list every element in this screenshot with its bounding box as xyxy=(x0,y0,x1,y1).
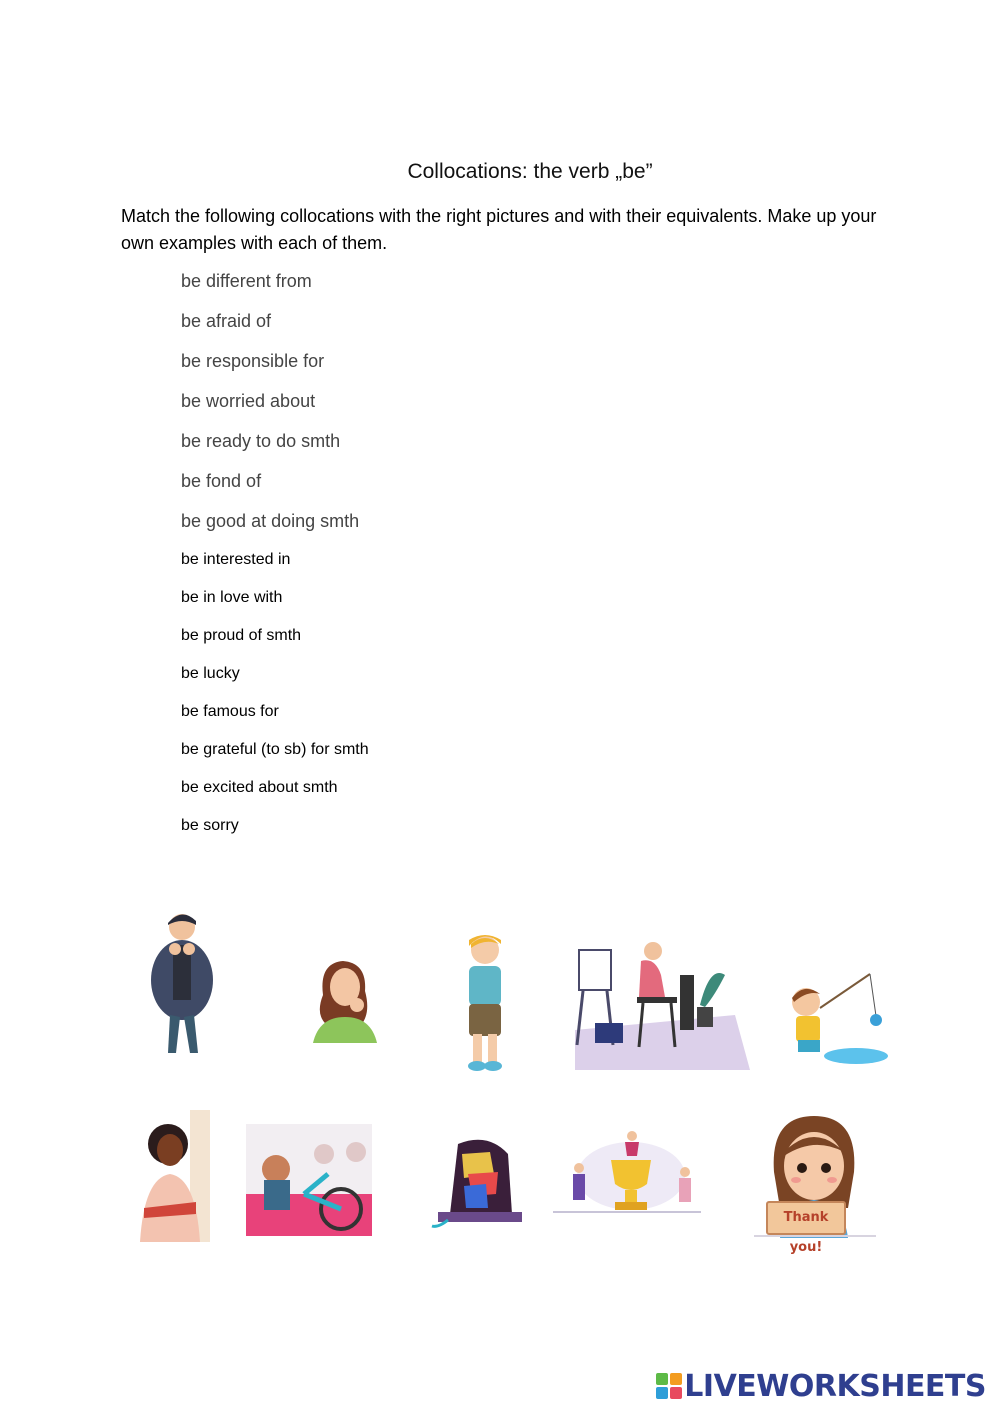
painter-picture xyxy=(565,935,750,1075)
thank-you-sign: Thank you! xyxy=(766,1201,846,1235)
collocation-item: be famous for xyxy=(181,703,279,720)
collocation-item: be excited about smth xyxy=(181,779,338,796)
collocation-item: be interested in xyxy=(181,551,291,568)
instructions-text: Match the following collocations with the right pictures and with their equivalents. Make up your own examples with each of them. xyxy=(121,206,877,253)
collocation-item: be sorry xyxy=(181,817,239,834)
collocation-item: be grateful (to sb) for smth xyxy=(181,741,369,758)
collocation-item: be lucky xyxy=(181,665,240,682)
reading-girl-picture xyxy=(130,1110,210,1242)
worksheet-title: Collocations: the verb „be” xyxy=(407,160,653,183)
collocation-item: be responsible for xyxy=(181,351,325,371)
shy-boy-picture xyxy=(455,930,520,1078)
fishing-boy-picture xyxy=(780,968,895,1066)
liveworksheets-brand[interactable] xyxy=(656,1368,986,1404)
liveworksheets-logo-icon xyxy=(656,1373,682,1399)
collocation-item: be good at doing smth xyxy=(181,511,360,531)
dreamy-woman-picture xyxy=(305,955,385,1047)
collocation-item: be different from xyxy=(181,271,312,291)
collocation-item: be proud of smth xyxy=(181,627,302,644)
trophy-team-picture xyxy=(553,1124,701,1216)
bike-repair-picture xyxy=(246,1124,372,1236)
collocation-item: be ready to do smth xyxy=(181,431,341,451)
collocation-item: be worried about xyxy=(181,391,316,411)
collocation-item: be afraid of xyxy=(181,311,272,331)
thinking-man-art-picture xyxy=(428,1134,531,1229)
collocation-item: be fond of xyxy=(181,471,262,491)
collocation-item: be in love with xyxy=(181,589,283,606)
brand-name: LIVEWORKSHEETS xyxy=(684,1368,986,1404)
worried-man-picture xyxy=(140,905,230,1060)
